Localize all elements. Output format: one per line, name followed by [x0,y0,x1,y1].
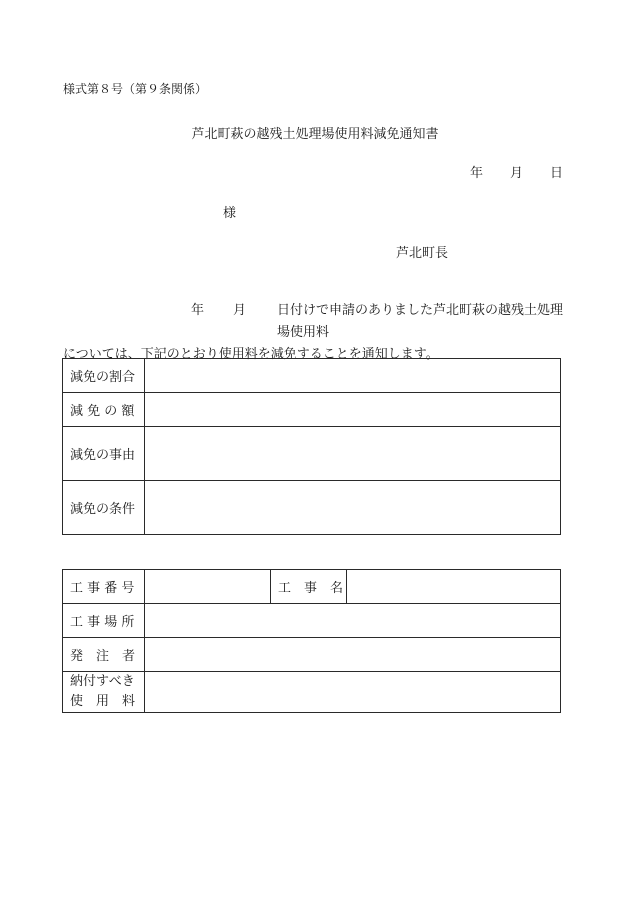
fee-value [145,672,561,713]
exemption-reason-label: 減免の事由 [63,427,145,481]
project-table [62,569,561,713]
fee-label [63,672,145,713]
orderer-value [145,638,561,672]
exemption-condition-value [145,481,561,535]
exemption-rate-label: 減免の割合 [63,359,145,393]
exemption-reason-value [145,427,561,481]
date-year-label: 年 [470,166,484,181]
table-row [63,638,561,672]
project-site-value [145,604,561,638]
exemption-amount-value [145,393,561,427]
table-row [63,570,561,604]
table-row [63,481,561,535]
orderer-label: 発 注 者 [63,638,145,672]
body-month-label: 月 [233,303,247,318]
date-line [470,162,564,181]
body-line1-text: 日付けで申請のありました芦北町萩の越残土処理場使用料 [277,303,564,340]
project-name-value [347,570,561,604]
table-row [63,359,561,393]
fee-label-line-1: 納付すべき [70,674,135,689]
addressee: 様 [223,206,237,221]
body-year-label: 年 [190,303,204,318]
exemption-condition-label: 減免の条件 [63,481,145,535]
exemption-amount-label: 減 免 の 額 [63,393,145,427]
project-number-label: 工 事 番 号 [63,570,145,604]
notice-body [63,300,573,366]
table-row [63,672,561,713]
table-row [63,393,561,427]
notice-body-line-1 [63,300,573,344]
date-day-label: 日 [550,166,564,181]
table-row [63,604,561,638]
table-row [63,427,561,481]
exemption-rate-value [145,359,561,393]
date-month-label: 月 [510,166,524,181]
fee-label-line-2: 使 用 料 [70,694,136,709]
form-number: 様式第８号（第９条関係） [63,82,208,96]
project-site-label: 工 事 場 所 [63,604,145,638]
notice-body-line-2: については、下記のとおり使用料を減免することを通知します。 [63,347,439,362]
document-title: 芦北町萩の越残土処理場使用料減免通知書 [191,127,439,142]
project-number-value [145,570,271,604]
project-name-label: 工 事 名 [271,570,347,604]
exemption-table [62,358,561,535]
sender-name: 芦北町長 [396,246,449,261]
